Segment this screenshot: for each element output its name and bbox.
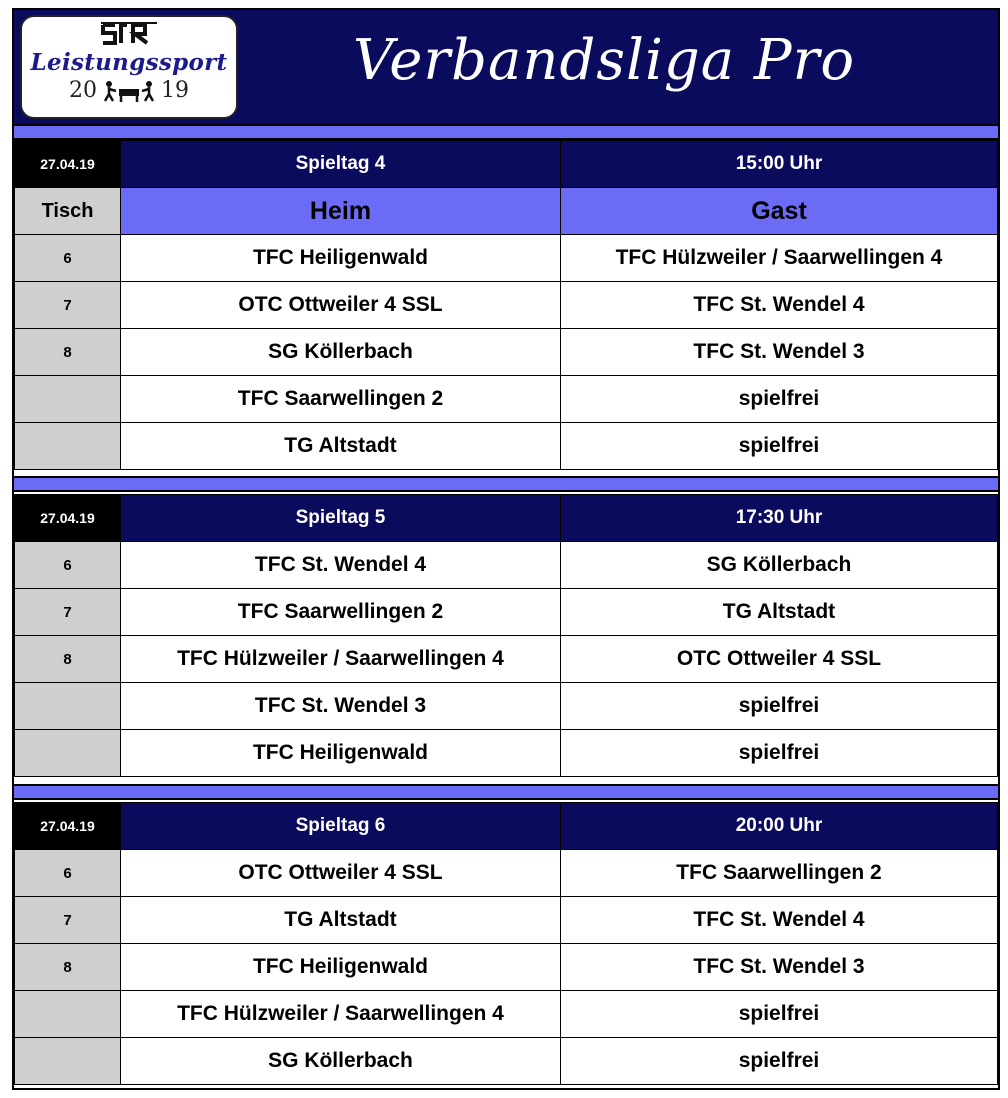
home-team: TFC St. Wendel 3: [121, 683, 561, 730]
home-team: TFC Heiligenwald: [121, 944, 561, 991]
round-date: 27.04.19: [15, 495, 121, 542]
round-table: [14, 802, 998, 1085]
table-row: [15, 1038, 998, 1085]
away-team: TFC St. Wendel 3: [561, 944, 998, 991]
column-header-row: [15, 188, 998, 235]
round-time: 15:00 Uhr: [561, 141, 998, 188]
away-team: TFC Hülzweiler / Saarwellingen 4: [561, 235, 998, 282]
away-team: spielfrei: [561, 730, 998, 777]
home-team: TFC Saarwellingen 2: [121, 589, 561, 636]
logo-year-left: 20: [69, 78, 97, 103]
round-header: [15, 495, 998, 542]
home-team: OTC Ottweiler 4 SSL: [121, 282, 561, 329]
away-team: spielfrei: [561, 991, 998, 1038]
away-team: TFC St. Wendel 4: [561, 282, 998, 329]
table-row: [15, 589, 998, 636]
table-row: [15, 730, 998, 777]
foosball-players-icon: [101, 79, 157, 103]
column-header-tisch: Tisch: [15, 188, 121, 235]
separator-bar: [14, 784, 998, 800]
home-team: TFC St. Wendel 4: [121, 542, 561, 589]
round-date: 27.04.19: [15, 141, 121, 188]
separator-bar: [14, 476, 998, 492]
away-team: spielfrei: [561, 1038, 998, 1085]
table-row: [15, 850, 998, 897]
logo-year-right: 19: [161, 78, 189, 103]
table-number: [15, 991, 121, 1038]
home-team: SG Köllerbach: [121, 1038, 561, 1085]
round-date: 27.04.19: [15, 803, 121, 850]
table-row: [15, 991, 998, 1038]
table-number: 6: [15, 850, 121, 897]
table-row: [15, 944, 998, 991]
table-number: 6: [15, 542, 121, 589]
home-team: TFC Heiligenwald: [121, 730, 561, 777]
table-number: [15, 1038, 121, 1085]
table-number: 7: [15, 282, 121, 329]
page-title: Verbandsliga Pro: [352, 28, 856, 93]
table-number: [15, 376, 121, 423]
home-team: SG Köllerbach: [121, 329, 561, 376]
logo-text: Leistungssport: [30, 49, 228, 76]
table-row: [15, 636, 998, 683]
column-header-heim: Heim: [121, 188, 561, 235]
home-team: TFC Hülzweiler / Saarwellingen 4: [121, 636, 561, 683]
logo-monogram-icon: [22, 21, 236, 47]
round-time: 17:30 Uhr: [561, 495, 998, 542]
away-team: spielfrei: [561, 376, 998, 423]
round-header: [15, 141, 998, 188]
table-number: [15, 683, 121, 730]
table-row: [15, 683, 998, 730]
home-team: OTC Ottweiler 4 SSL: [121, 850, 561, 897]
home-team: TFC Hülzweiler / Saarwellingen 4: [121, 991, 561, 1038]
table-number: 7: [15, 589, 121, 636]
away-team: spielfrei: [561, 683, 998, 730]
table-number: [15, 730, 121, 777]
table-row: [15, 329, 998, 376]
home-team: TG Altstadt: [121, 423, 561, 470]
away-team: TFC St. Wendel 4: [561, 897, 998, 944]
round-table: [14, 494, 998, 777]
schedule-sheet: [12, 8, 1000, 1090]
table-number: 8: [15, 636, 121, 683]
home-team: TFC Heiligenwald: [121, 235, 561, 282]
round-label: Spieltag 5: [121, 495, 561, 542]
table-row: [15, 897, 998, 944]
away-team: OTC Ottweiler 4 SSL: [561, 636, 998, 683]
header-banner: [14, 10, 998, 124]
table-row: [15, 376, 998, 423]
table-row: [15, 542, 998, 589]
away-team: TFC St. Wendel 3: [561, 329, 998, 376]
round-header: [15, 803, 998, 850]
round-table: [14, 140, 998, 470]
table-number: 6: [15, 235, 121, 282]
round-label: Spieltag 6: [121, 803, 561, 850]
away-team: TFC Saarwellingen 2: [561, 850, 998, 897]
away-team: spielfrei: [561, 423, 998, 470]
away-team: TG Altstadt: [561, 589, 998, 636]
round-time: 20:00 Uhr: [561, 803, 998, 850]
table-row: [15, 423, 998, 470]
home-team: TFC Saarwellingen 2: [121, 376, 561, 423]
table-number: 7: [15, 897, 121, 944]
table-row: [15, 282, 998, 329]
table-number: 8: [15, 329, 121, 376]
table-number: 8: [15, 944, 121, 991]
home-team: TG Altstadt: [121, 897, 561, 944]
separator-bar: [14, 124, 998, 140]
away-team: SG Köllerbach: [561, 542, 998, 589]
round-label: Spieltag 4: [121, 141, 561, 188]
table-number: [15, 423, 121, 470]
column-header-gast: Gast: [561, 188, 998, 235]
table-row: [15, 235, 998, 282]
logo: [20, 15, 238, 119]
